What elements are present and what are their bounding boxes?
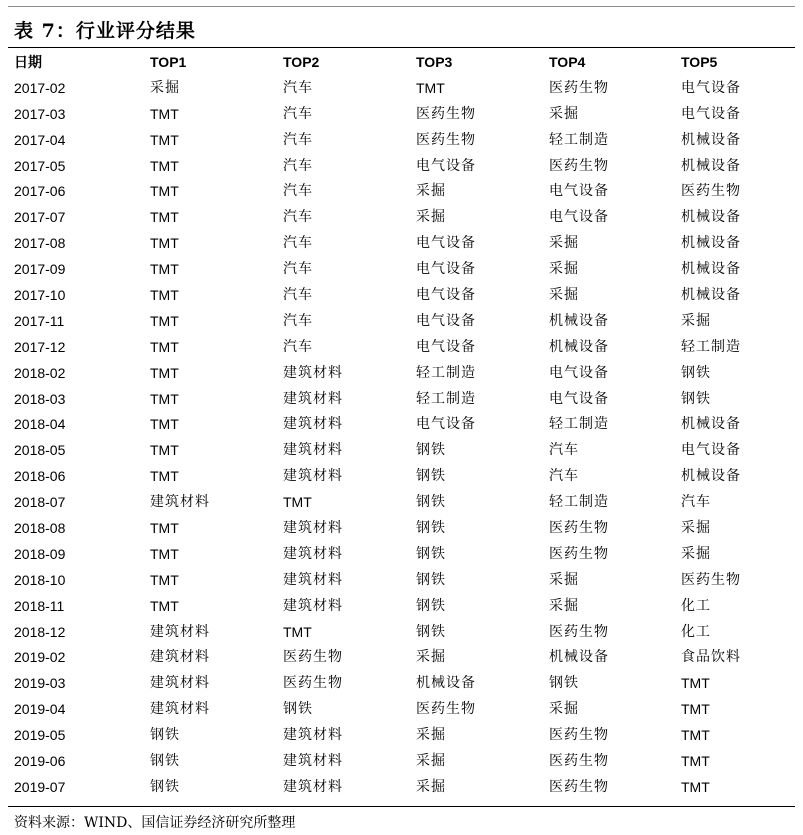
table-row <box>0 154 803 180</box>
top2-cell: 汽车 <box>283 105 313 122</box>
top1-cell: 钢铁 <box>150 778 180 795</box>
top1-cell: 采掘 <box>150 79 180 96</box>
top4-cell: 采掘 <box>549 597 579 614</box>
table-row <box>0 412 803 438</box>
top5-cell: TMT <box>681 727 710 744</box>
top2-cell: TMT <box>283 623 312 640</box>
top1-cell: TMT <box>150 287 179 304</box>
top1-cell: TMT <box>150 209 179 226</box>
date-cell: 2019-02 <box>14 649 66 666</box>
table-row <box>0 671 803 697</box>
top5-cell: 医药生物 <box>681 571 741 588</box>
date-cell: 2017-12 <box>14 338 66 355</box>
top2-cell: 汽车 <box>283 312 313 329</box>
top4-cell: 医药生物 <box>549 79 609 96</box>
date-cell: 2017-04 <box>14 131 66 148</box>
top5-cell: 医药生物 <box>681 183 741 200</box>
top4-cell: 轻工制造 <box>549 494 609 511</box>
title-rule <box>8 47 795 48</box>
top4-cell: 采掘 <box>549 571 579 588</box>
top3-cell: 钢铁 <box>416 442 446 459</box>
top2-cell: TMT <box>283 494 312 511</box>
top4-cell: 汽车 <box>549 442 579 459</box>
top3-cell: 钢铁 <box>416 520 446 537</box>
top5-cell: 钢铁 <box>681 390 711 407</box>
header-top3: TOP3 <box>416 54 453 70</box>
date-cell: 2018-05 <box>14 442 66 459</box>
top3-cell: 钢铁 <box>416 571 446 588</box>
top2-cell: 建筑材料 <box>283 727 343 744</box>
top5-cell: 电气设备 <box>681 442 741 459</box>
top1-cell: TMT <box>150 157 179 174</box>
top2-cell: 建筑材料 <box>283 364 343 381</box>
top3-cell: 电气设备 <box>416 261 476 278</box>
top-rule <box>8 6 795 7</box>
date-cell: 2018-09 <box>14 545 66 562</box>
table-row <box>0 723 803 749</box>
date-cell: 2017-10 <box>14 287 66 304</box>
top4-cell: 机械设备 <box>549 649 609 666</box>
top4-cell: 汽车 <box>549 468 579 485</box>
top2-cell: 汽车 <box>283 261 313 278</box>
top3-cell: 电气设备 <box>416 235 476 252</box>
date-cell: 2017-08 <box>14 235 66 252</box>
top5-cell: 采掘 <box>681 312 711 329</box>
top4-cell: 采掘 <box>549 287 579 304</box>
top4-cell: 采掘 <box>549 261 579 278</box>
top5-cell: 机械设备 <box>681 416 741 433</box>
date-cell: 2018-07 <box>14 494 66 511</box>
table-row <box>0 102 803 128</box>
top3-cell: 钢铁 <box>416 545 446 562</box>
top3-cell: 电气设备 <box>416 338 476 355</box>
top1-cell: 钢铁 <box>150 727 180 744</box>
table-row <box>0 645 803 671</box>
table-row <box>0 542 803 568</box>
date-cell: 2018-11 <box>14 597 65 614</box>
top3-cell: 电气设备 <box>416 416 476 433</box>
top3-cell: 医药生物 <box>416 105 476 122</box>
top4-cell: 采掘 <box>549 701 579 718</box>
top4-cell: 电气设备 <box>549 209 609 226</box>
table-body <box>0 76 803 801</box>
table-row <box>0 775 803 801</box>
top1-cell: 钢铁 <box>150 753 180 770</box>
table-row <box>0 76 803 102</box>
top5-cell: TMT <box>681 701 710 718</box>
date-cell: 2019-05 <box>14 727 66 744</box>
top1-cell: TMT <box>150 261 179 278</box>
top5-cell: 机械设备 <box>681 157 741 174</box>
header-top2: TOP2 <box>283 54 320 70</box>
top4-cell: 医药生物 <box>549 545 609 562</box>
table-row <box>0 490 803 516</box>
top3-cell: 电气设备 <box>416 312 476 329</box>
top5-cell: 电气设备 <box>681 79 741 96</box>
table-row <box>0 464 803 490</box>
top1-cell: TMT <box>150 416 179 433</box>
top2-cell: 建筑材料 <box>283 778 343 795</box>
top4-cell: 医药生物 <box>549 753 609 770</box>
date-cell: 2019-06 <box>14 753 66 770</box>
top1-cell: TMT <box>150 183 179 200</box>
header-top5: TOP5 <box>681 54 718 70</box>
top2-cell: 汽车 <box>283 209 313 226</box>
top4-cell: 机械设备 <box>549 338 609 355</box>
table-row <box>0 438 803 464</box>
table-title: 表 7：行业评分结果 <box>14 20 196 42</box>
top2-cell: 建筑材料 <box>283 545 343 562</box>
date-cell: 2018-12 <box>14 623 66 640</box>
table-header-row <box>0 50 803 76</box>
top3-cell: 采掘 <box>416 753 446 770</box>
header-top1: TOP1 <box>150 54 187 70</box>
top2-cell: 汽车 <box>283 235 313 252</box>
top4-cell: 钢铁 <box>549 675 579 692</box>
top4-cell: 医药生物 <box>549 157 609 174</box>
top5-cell: 汽车 <box>681 494 711 511</box>
header-top4: TOP4 <box>549 54 586 70</box>
top5-cell: TMT <box>681 753 710 770</box>
top2-cell: 汽车 <box>283 157 313 174</box>
top4-cell: 医药生物 <box>549 623 609 640</box>
top2-cell: 汽车 <box>283 183 313 200</box>
top2-cell: 医药生物 <box>283 675 343 692</box>
top1-cell: TMT <box>150 131 179 148</box>
top5-cell: 采掘 <box>681 545 711 562</box>
table-row <box>0 361 803 387</box>
top2-cell: 建筑材料 <box>283 416 343 433</box>
top2-cell: 建筑材料 <box>283 571 343 588</box>
table-row <box>0 568 803 594</box>
top1-cell: TMT <box>150 105 179 122</box>
top2-cell: 医药生物 <box>283 649 343 666</box>
top1-cell: TMT <box>150 571 179 588</box>
top3-cell: 采掘 <box>416 209 446 226</box>
top4-cell: 采掘 <box>549 105 579 122</box>
date-cell: 2017-05 <box>14 157 66 174</box>
top2-cell: 建筑材料 <box>283 468 343 485</box>
top5-cell: 化工 <box>681 597 711 614</box>
top3-cell: 钢铁 <box>416 494 446 511</box>
top2-cell: 建筑材料 <box>283 597 343 614</box>
table-row <box>0 516 803 542</box>
date-cell: 2017-02 <box>14 79 66 96</box>
top1-cell: TMT <box>150 338 179 355</box>
table-row <box>0 749 803 775</box>
top4-cell: 医药生物 <box>549 778 609 795</box>
top1-cell: TMT <box>150 468 179 485</box>
top3-cell: 采掘 <box>416 183 446 200</box>
top5-cell: 机械设备 <box>681 261 741 278</box>
top3-cell: 轻工制造 <box>416 364 476 381</box>
top5-cell: 机械设备 <box>681 235 741 252</box>
top1-cell: 建筑材料 <box>150 623 210 640</box>
top2-cell: 钢铁 <box>283 701 313 718</box>
top2-cell: 建筑材料 <box>283 753 343 770</box>
date-cell: 2017-07 <box>14 209 66 226</box>
table-row <box>0 231 803 257</box>
date-cell: 2019-04 <box>14 701 66 718</box>
table-row <box>0 620 803 646</box>
date-cell: 2019-03 <box>14 675 66 692</box>
table-row <box>0 594 803 620</box>
table-row <box>0 283 803 309</box>
table-row <box>0 387 803 413</box>
top1-cell: TMT <box>150 235 179 252</box>
top1-cell: TMT <box>150 364 179 381</box>
table-row <box>0 697 803 723</box>
date-cell: 2017-09 <box>14 261 66 278</box>
bottom-rule <box>8 806 795 807</box>
industry-score-table <box>0 50 803 801</box>
top3-cell: 轻工制造 <box>416 390 476 407</box>
date-cell: 2018-10 <box>14 571 66 588</box>
top3-cell: 采掘 <box>416 649 446 666</box>
date-cell: 2018-03 <box>14 390 66 407</box>
top1-cell: TMT <box>150 312 179 329</box>
top1-cell: TMT <box>150 442 179 459</box>
top4-cell: 机械设备 <box>549 312 609 329</box>
top2-cell: 汽车 <box>283 287 313 304</box>
top5-cell: 机械设备 <box>681 209 741 226</box>
top5-cell: 钢铁 <box>681 364 711 381</box>
top5-cell: TMT <box>681 778 710 795</box>
top4-cell: 电气设备 <box>549 183 609 200</box>
top2-cell: 汽车 <box>283 338 313 355</box>
top3-cell: 钢铁 <box>416 597 446 614</box>
top1-cell: 建筑材料 <box>150 649 210 666</box>
date-cell: 2017-03 <box>14 105 66 122</box>
top5-cell: 化工 <box>681 623 711 640</box>
top1-cell: TMT <box>150 390 179 407</box>
table-row <box>0 205 803 231</box>
top3-cell: TMT <box>416 79 445 96</box>
top2-cell: 汽车 <box>283 79 313 96</box>
top2-cell: 建筑材料 <box>283 390 343 407</box>
top4-cell: 医药生物 <box>549 727 609 744</box>
source-note: 资料来源：WIND、国信证券经济研究所整理 <box>14 815 296 831</box>
top5-cell: 轻工制造 <box>681 338 741 355</box>
top5-cell: 机械设备 <box>681 468 741 485</box>
top5-cell: 机械设备 <box>681 131 741 148</box>
top5-cell: 机械设备 <box>681 287 741 304</box>
top4-cell: 电气设备 <box>549 390 609 407</box>
date-cell: 2018-08 <box>14 520 66 537</box>
date-cell: 2017-06 <box>14 183 66 200</box>
table-row <box>0 179 803 205</box>
top3-cell: 钢铁 <box>416 468 446 485</box>
top2-cell: 汽车 <box>283 131 313 148</box>
top1-cell: TMT <box>150 520 179 537</box>
top1-cell: 建筑材料 <box>150 701 210 718</box>
top5-cell: 食品饮料 <box>681 649 741 666</box>
table-row <box>0 335 803 361</box>
date-cell: 2019-07 <box>14 778 66 795</box>
top1-cell: 建筑材料 <box>150 675 210 692</box>
top4-cell: 医药生物 <box>549 520 609 537</box>
top3-cell: 电气设备 <box>416 287 476 304</box>
top3-cell: 采掘 <box>416 778 446 795</box>
top3-cell: 采掘 <box>416 727 446 744</box>
date-cell: 2018-06 <box>14 468 66 485</box>
top4-cell: 轻工制造 <box>549 131 609 148</box>
table-row <box>0 128 803 154</box>
top3-cell: 钢铁 <box>416 623 446 640</box>
top3-cell: 机械设备 <box>416 675 476 692</box>
top1-cell: 建筑材料 <box>150 494 210 511</box>
table-row <box>0 309 803 335</box>
top3-cell: 医药生物 <box>416 701 476 718</box>
top3-cell: 医药生物 <box>416 131 476 148</box>
top4-cell: 轻工制造 <box>549 416 609 433</box>
top1-cell: TMT <box>150 545 179 562</box>
date-cell: 2018-04 <box>14 416 66 433</box>
header-date: 日期 <box>14 54 42 70</box>
top2-cell: 建筑材料 <box>283 520 343 537</box>
top5-cell: 电气设备 <box>681 105 741 122</box>
top3-cell: 电气设备 <box>416 157 476 174</box>
top4-cell: 电气设备 <box>549 364 609 381</box>
top2-cell: 建筑材料 <box>283 442 343 459</box>
top1-cell: TMT <box>150 597 179 614</box>
top4-cell: 采掘 <box>549 235 579 252</box>
top5-cell: TMT <box>681 675 710 692</box>
date-cell: 2018-02 <box>14 364 66 381</box>
date-cell: 2017-11 <box>14 312 65 329</box>
top5-cell: 采掘 <box>681 520 711 537</box>
table-row <box>0 257 803 283</box>
